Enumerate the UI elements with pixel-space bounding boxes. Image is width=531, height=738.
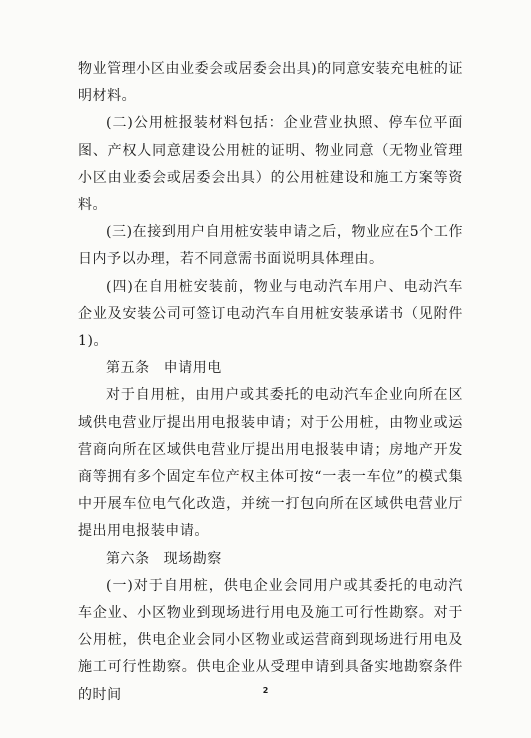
article-6-title: 现场勘察 <box>163 550 222 567</box>
page-number: 2 <box>262 686 269 695</box>
paragraph-processing-deadline: (三)在接到用户自用桩安装申请之后，物业应在5个工作日内予以办理，若不同意需书面说明具体理由。 <box>78 224 463 268</box>
article-6-body: (一)对于自用桩，供电企业会同用户或其委托的电动汽车企业、小区物业到现场进行用电及施工可行性勘察。对于公用桩，供电企业会同小区物业或运营商到现场进行用电及施工可行性勘察。供电企业从受理申请到具备实地勘察条件的时间 <box>78 577 463 703</box>
paragraph-continuation: 物业管理小区由业委会或居委会出具)的同意安装充电桩的证明材料。 <box>78 61 463 105</box>
article-6-number: 第六条 <box>106 550 150 567</box>
paragraph-installation-commitment: (四)在自用桩安装前，物业与电动汽车用户、电动汽车企业及安装公司可签订电动汽车自用桩安装承诺书（见附件1)。 <box>78 278 463 350</box>
article-6-heading <box>78 546 463 573</box>
article-5-body: 对于自用桩，由用户或其委托的电动汽车企业向所在区域供电营业厅提出用电报装申请；对于公用桩，由物业或运营商向所在区域供电营业厅提出用电报装申请；房地产开发商等拥有多个固定车位产权主体可按“一表一车位”的模式集中开展车位电气化改造，并统一打包向所在区域供电营业厅提出用电报装申请。 <box>78 387 463 540</box>
article-5-number: 第五条 <box>106 360 150 377</box>
article-5-title: 申请用电 <box>163 360 222 377</box>
article-5-heading <box>78 355 463 382</box>
body-text <box>78 56 463 709</box>
paragraph-public-pile-materials: (二)公用桩报装材料包括：企业营业执照、停车位平面图、产权人同意建设公用桩的证明、物业同意（无物业管理小区由业委会或居委会出具）的公用桩建设和施工方案等资料。 <box>78 115 463 214</box>
